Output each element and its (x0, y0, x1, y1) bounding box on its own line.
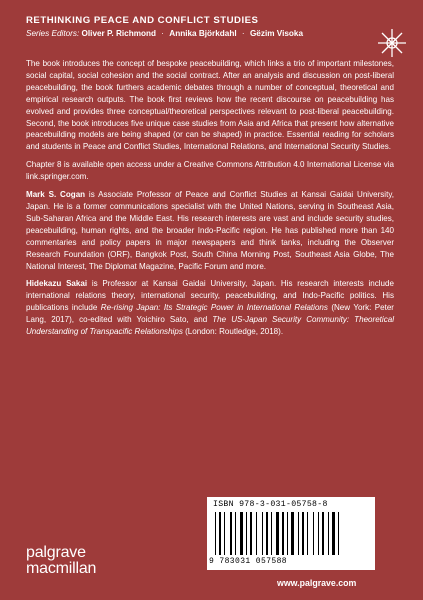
author-name: Mark S. Cogan (26, 190, 86, 200)
isbn-barcode-box (207, 497, 375, 570)
editor-name: Oliver P. Richmond (81, 29, 156, 38)
author-bio-text: (New York: Peter Lang, 2017), co-edited with Yoichiro Sato, and (26, 303, 394, 325)
publisher-url[interactable]: www.palgrave.com (277, 578, 357, 588)
publisher-name-line1: palgrave (26, 544, 86, 561)
author-bio (26, 278, 394, 338)
blurb-paragraph: The book introduces the concept of bespoke peacebuilding, which links a trio of important milestones, social capital, social cohesion and the social contract. After an analysis and discussion on post-liberal peacebuilding, the book furthers academic debates through a number of conceptual, theoretical and empirical research outputs. The book first reviews how the recent discourse on peacebuilding has evolved and provides three conceptual/theoretical perspectives relevant to post-liberal peacebuilding. Second, the book introduces five unique case studies from Asia and Africa that present how alternative peacebuilding models are being shaped (or can be shaped) in practice. Essential reading for scholars and students in Peace and Conflict Studies, International Relations, and International Security Studies. (26, 59, 394, 152)
publisher-name-line2: macmillan (26, 560, 97, 577)
editor-name: Gëzim Visoka (249, 29, 304, 38)
series-title: RETHINKING PEACE AND CONFLICT STUDIES (26, 15, 259, 26)
author-bio-text: is Professor at Kansai Gaidai University, Japan. His research interests include international relations theory, international security, peacebuilding, and Indo-Pacific politics. His publications include (26, 279, 394, 313)
author-bio-text: (London: Routledge, 2018). (182, 327, 284, 337)
author-bio-text: is Associate Professor of Peace and Conflict Studies at Kansai Gaidai University, Japan. He is a former communications specialist with the United Nations, serving in Southeast Asia, Sub-Saharan Africa and the Middle East. His research interests are vast and include security studies, peacebuilding, human rights, and the broader Indo-Pacific region. He has published more than 140 commentaries and policy papers in major newspapers and think tanks, including the Observer Research Foundation (ORF), Bangkok Post, South China Morning Post, Southeast Asia Globe, The National Interest, The Diplomat Magazine, Pacific Forum and more. (26, 190, 394, 271)
book-title: The US-Japan Security Community: Theoretical Understanding of Transpacific Relationships (26, 315, 394, 337)
author-bio (26, 189, 394, 272)
book-title: Re-rising Japan: Its Strategic Power in International Relations (100, 303, 328, 313)
editor-name: Annika Björkdahl (169, 29, 237, 38)
barcode-digits: 9 783031 057588 (209, 557, 288, 566)
series-editors-label: Series Editors: (26, 29, 80, 38)
isbn-label: ISBN 978-3-031-05758-8 (213, 500, 328, 509)
editor-separator: · (241, 29, 245, 38)
series-header (26, 14, 366, 40)
blurb (26, 58, 394, 344)
barcode-icon (213, 512, 369, 555)
series-logo-icon (375, 26, 409, 60)
publisher-logo (26, 545, 116, 577)
open-access-note: Chapter 8 is available open access under a Creative Commons Attribution 4.0 International License via link.springer.com. (26, 160, 394, 182)
series-editors (26, 28, 366, 40)
author-name: Hidekazu Sakai (26, 279, 88, 289)
editor-separator: · (161, 29, 165, 38)
